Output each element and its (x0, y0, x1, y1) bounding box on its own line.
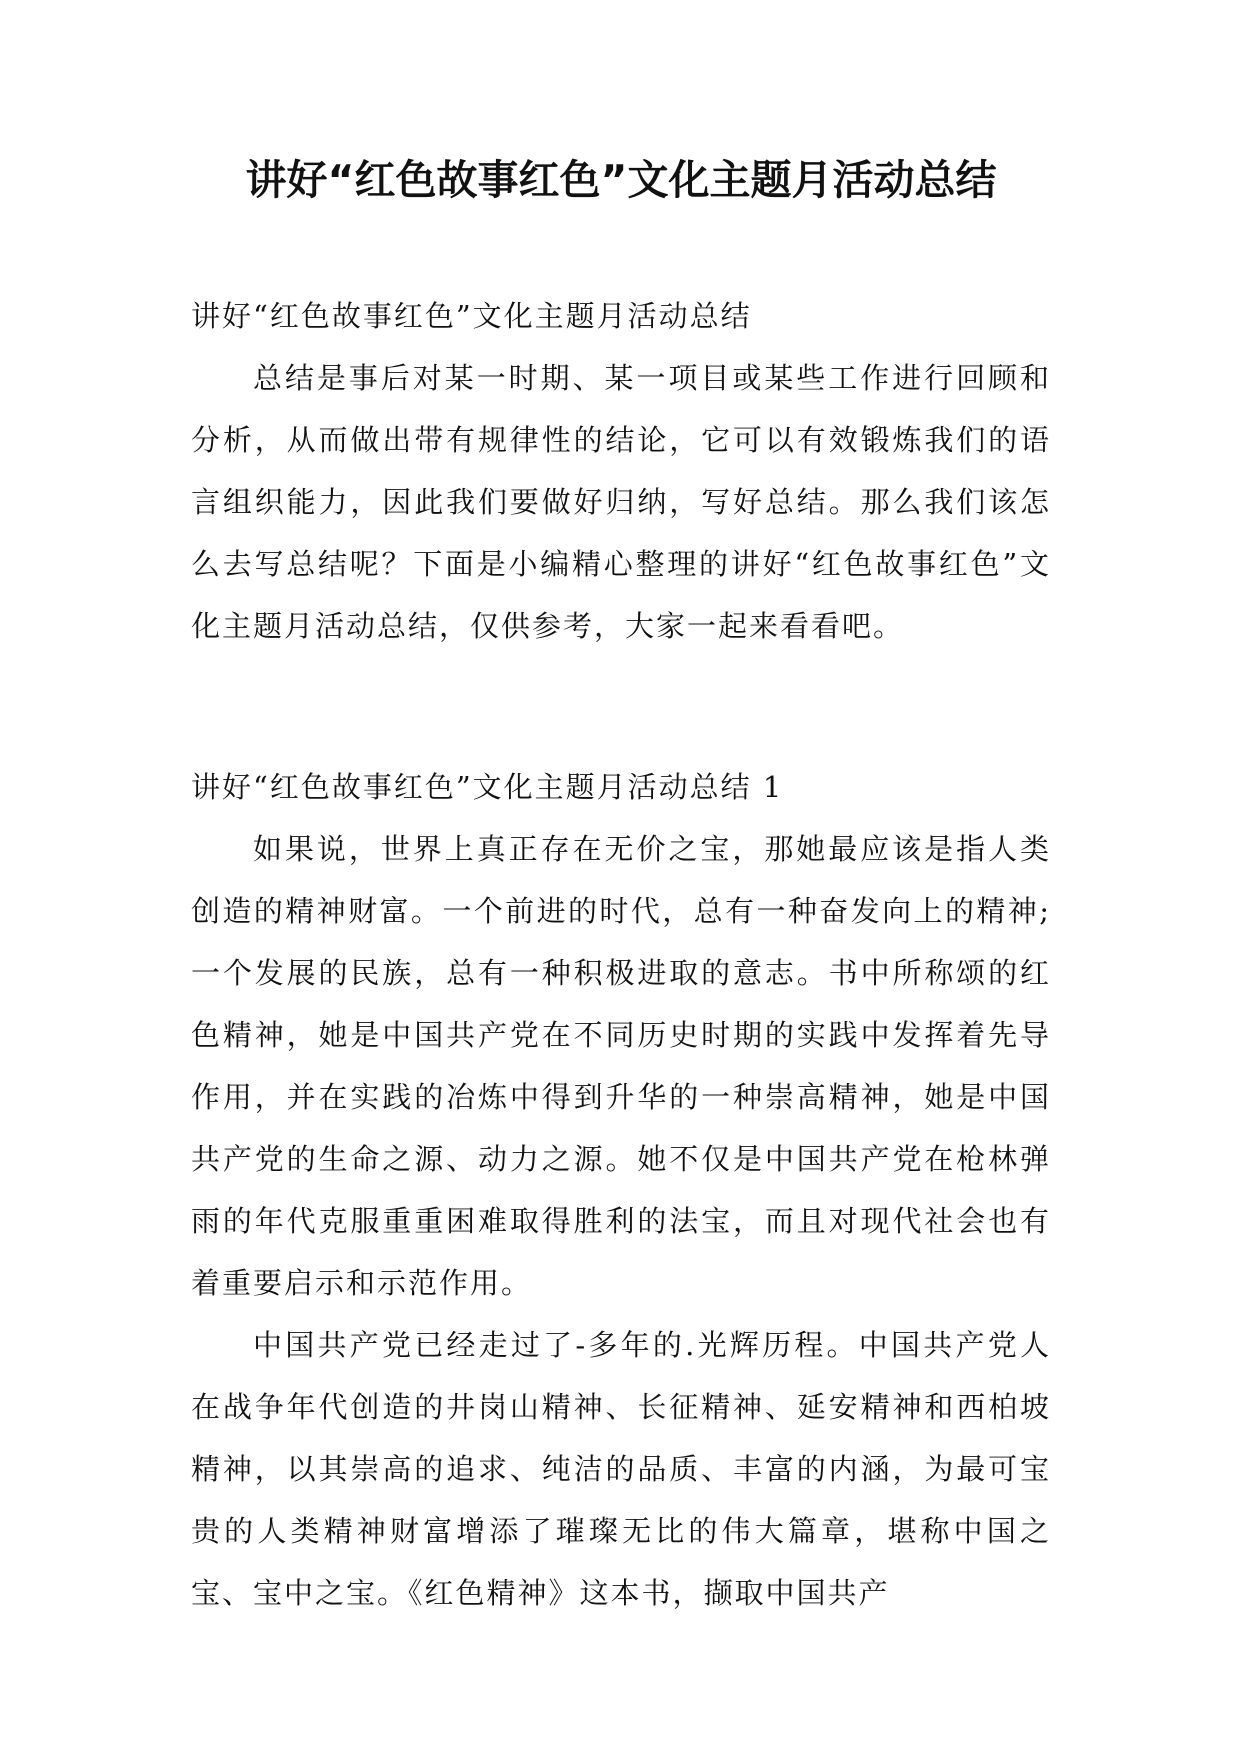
intro-paragraph: 总结是事后对某一时期、某一项目或某些工作进行回顾和分析，从而做出带有规律性的结论，它可以有效锻炼我们的语言组织能力，因此我们要做好归纳，写好总结。那么我们该怎么去写总结呢？下面是小编精心整理的讲好“红色故事红色”文化主题月活动总结，仅供参考，大家一起来看看吧。 (191, 361, 1051, 643)
section-1-paragraph-1: 如果说，世界上真正存在无价之宝，那她最应该是指人类创造的精神财富。一个前进的时代，总有一种奋发向上的精神;一个发展的民族，总有一种积极进取的意志。书中所称颂的红色精神，她是中国共产党在不同历史时期的实践中发挥着先导作用，并在实践的冶炼中得到升华的一种崇高精神，她是中国共产党的生命之源、动力之源。她不仅是中国共产党在枪林弹雨的年代克服重重困难取得胜利的法宝，而且对现代社会也有着重要启示和示范作用。 (191, 832, 1051, 1300)
intro-section (191, 285, 1051, 657)
intro-heading: 讲好“红色故事红色”文化主题月活动总结 (191, 299, 752, 333)
section-1-paragraph-2: 中国共产党已经走过了-多年的.光辉历程。中国共产党人在战争年代创造的井岗山精神、长征精神、延安精神和西柏坡精神，以其崇高的追求、纯洁的品质、丰富的内涵，为最可宝贵的人类精神财富增添了璀璨无比的伟大篇章，堪称中国之宝、宝中之宝。《红色精神》这本书，撷取中国共产 (191, 1328, 1051, 1610)
section-1-heading: 讲好“红色故事红色”文化主题月活动总结 1 (191, 770, 784, 804)
section-1 (191, 756, 1051, 1624)
document-title: 讲好“红色故事红色”文化主题月活动总结 (245, 156, 997, 204)
